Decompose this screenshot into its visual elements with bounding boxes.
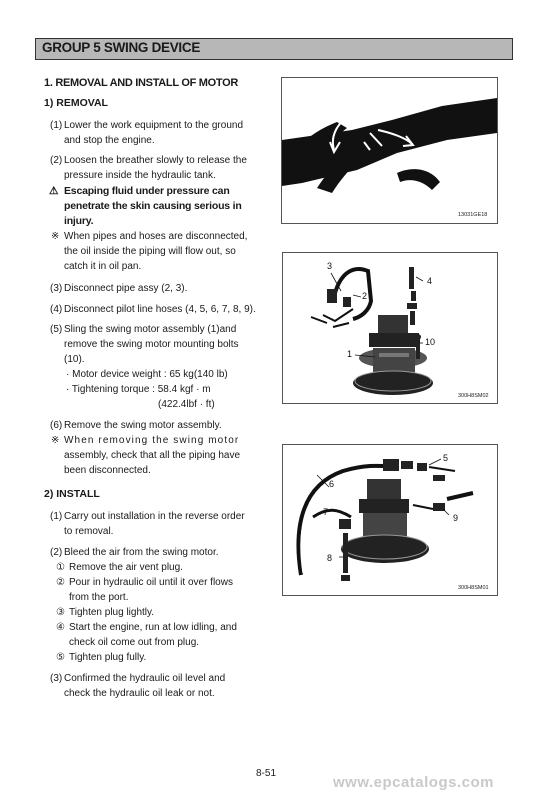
page-number: 8-51 xyxy=(256,768,277,779)
item-text: and stop the engine. xyxy=(64,135,155,146)
step-text: from the port. xyxy=(69,592,129,603)
item-text: (10). xyxy=(64,354,85,365)
figure-pilot-line-hoses xyxy=(282,444,498,596)
section-title: 1. REMOVAL AND INSTALL OF MOTOR xyxy=(44,77,239,89)
item-text: check the hydraulic oil leak or not. xyxy=(64,688,215,699)
note-text: When removing the swing motor xyxy=(64,435,240,446)
watermark: www.epcatalogs.com xyxy=(333,774,494,791)
item-text: Disconnect pilot line hoses (4, 5, 6, 7, 8, 9). xyxy=(64,304,256,315)
item-text: to removal. xyxy=(64,526,114,537)
step-text: check oil come out from plug. xyxy=(69,637,200,648)
item-number: (3) xyxy=(50,673,63,684)
item-text: Remove the swing motor assembly. xyxy=(64,420,222,431)
item-number: (1) xyxy=(50,511,63,522)
note-symbol: ※ xyxy=(51,435,60,446)
note-text: the oil inside the piping will flow out, so xyxy=(64,246,236,257)
item-text: remove the swing motor mounting bolts xyxy=(64,339,239,350)
figure-code: 300H8SM02 xyxy=(458,393,489,399)
callout-label: 3 xyxy=(327,261,333,271)
step-text: Start the engine, run at low idling, and xyxy=(69,622,237,633)
note-symbol: ※ xyxy=(51,231,60,242)
item-text: Sling the swing motor assembly (1)and xyxy=(64,324,237,335)
item-number: (6) xyxy=(50,420,63,431)
item-text: Disconnect pipe assy (2, 3). xyxy=(64,283,188,294)
note-text: assembly, check that all the piping have xyxy=(64,450,241,461)
step-mark: ③ xyxy=(56,607,65,618)
step-mark: ① xyxy=(56,562,65,573)
item-number: (3) xyxy=(50,283,63,294)
pilot-line-hoses-diagram xyxy=(283,445,497,595)
step-mark: ⑤ xyxy=(56,652,65,663)
spec-torque: · Tightening torque : 58.4 kgf · m xyxy=(66,384,211,395)
item-number: (1) xyxy=(50,120,63,131)
item-number: (2) xyxy=(50,155,63,166)
callout-label: 1 xyxy=(347,349,353,359)
callout-label: 9 xyxy=(453,513,459,523)
step-text: Tighten plug lightly. xyxy=(69,607,155,618)
note-text: catch it in oil pan. xyxy=(64,261,142,272)
warning-icon: ⚠ xyxy=(49,185,59,197)
note-text: been disconnected. xyxy=(64,465,151,476)
item-text: Confirmed the hydraulic oil level and xyxy=(64,673,226,684)
fluid-warning-illustration xyxy=(282,78,497,223)
item-number: (2) xyxy=(50,547,63,558)
install-title: 2) INSTALL xyxy=(44,488,100,500)
warning-text: injury. xyxy=(64,215,94,227)
warning-text: penetrate the skin causing serious in xyxy=(64,200,242,212)
item-text: Lower the work equipment to the ground xyxy=(64,120,243,131)
step-text: Tighten plug fully. xyxy=(69,652,147,663)
warning-text: Escaping fluid under pressure can xyxy=(64,185,230,197)
note-text: When pipes and hoses are disconnected, xyxy=(64,231,248,242)
step-mark: ④ xyxy=(56,622,65,633)
spec-weight: · Motor device weight : 65 kg(140 lb) xyxy=(66,369,228,380)
step-mark: ② xyxy=(56,577,65,588)
callout-label: 6 xyxy=(329,479,335,489)
callout-label: 2 xyxy=(362,291,368,301)
figure-fluid-warning xyxy=(281,77,498,224)
page-title: GROUP 5 SWING DEVICE xyxy=(42,40,201,55)
spec-torque-imperial: (422.4lbf · ft) xyxy=(158,399,215,410)
step-text: Remove the air vent plug. xyxy=(69,562,183,573)
callout-label: 4 xyxy=(427,276,433,286)
removal-title: 1) REMOVAL xyxy=(44,97,108,109)
item-number: (4) xyxy=(50,304,63,315)
item-number: (5) xyxy=(50,324,63,335)
figure-swing-motor-piping xyxy=(282,252,498,404)
callout-label: 5 xyxy=(443,453,449,463)
figure-code: 13031GE18 xyxy=(458,212,488,218)
section-header-bar xyxy=(35,38,513,60)
figure-code: 300H8SM01 xyxy=(458,585,489,591)
callout-label: 10 xyxy=(425,337,436,347)
item-text: Bleed the air from the swing motor. xyxy=(64,547,219,558)
swing-motor-piping-diagram xyxy=(283,253,497,403)
item-text: Carry out installation in the reverse order xyxy=(64,511,245,522)
item-text: Loosen the breather slowly to release the xyxy=(64,155,247,166)
callout-label: 7 xyxy=(323,507,329,517)
step-text: Pour in hydraulic oil until it over flows xyxy=(69,577,233,588)
item-text: pressure inside the hydraulic tank. xyxy=(64,170,216,181)
callout-label: 8 xyxy=(327,553,333,563)
